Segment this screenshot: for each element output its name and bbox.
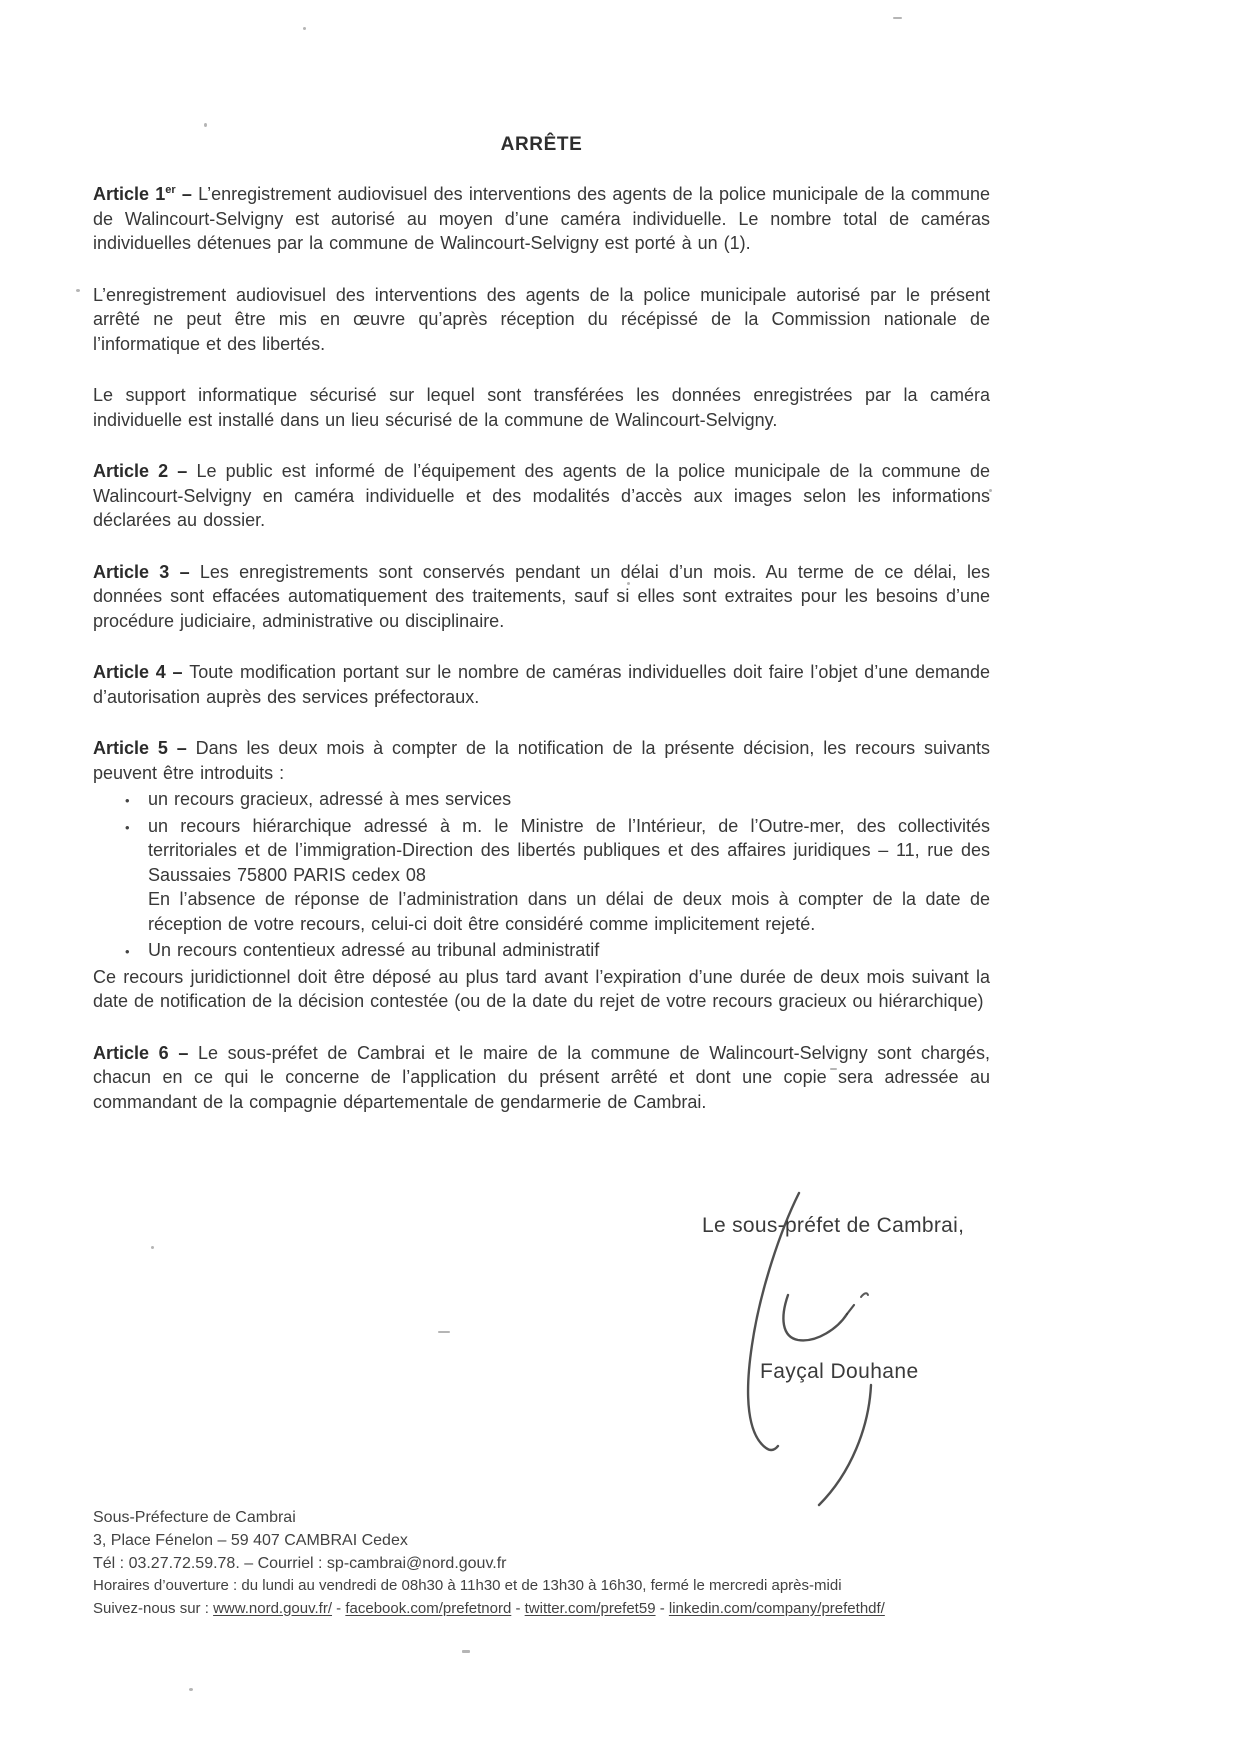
bullet-icon: • — [125, 819, 130, 835]
list-item-text: un recours gracieux, adressé à mes services — [148, 789, 512, 809]
twitter-link[interactable]: twitter.com/prefet59 — [524, 1599, 656, 1617]
article-1-paragraph — [93, 182, 990, 256]
paragraph-3: Le support informatique sécurisé sur lequel sont transférées les données enregistrées par la caméra individuelle est installé dans un lieu sécurisé de la commune de Walincourt-Selvigny. — [93, 385, 990, 430]
article-4-label — [93, 662, 189, 682]
bullet-icon: • — [125, 793, 130, 808]
article-5-label — [93, 738, 196, 758]
article-1-ordinal: er — [165, 184, 176, 196]
article-1-text: L’enregistrement audiovisuel des interventions des agents de la police municipale de la commune de Walincourt-Selvigny est autorisé au moyen d’une caméra individuelle. Le nombre total de caméras individuelles détenues par la commune de Walincourt-Selvigny est porté à un (1). — [93, 184, 990, 253]
page-title: ARRÊTE — [500, 134, 583, 155]
linkedin-link[interactable]: linkedin.com/company/prefethdf/ — [668, 1599, 885, 1617]
handwritten-signature — [675, 1185, 955, 1525]
article-6-label-text: Article 6 — [93, 1042, 169, 1063]
article-1-label-text: Article 1 — [93, 184, 166, 204]
footer-social — [93, 1598, 885, 1621]
list-item-text: Un recours contentieux adressé au tribunal administratif — [148, 940, 600, 960]
article-3-text: Les enregistrements sont conservés pendant un délai d’un mois. Au terme de ce délai, les données sont effacées automatiquement des traitements, sauf si elles sont extraites pour les besoins d’une procédure judiciaire, administrative ou disciplinaire. — [93, 561, 990, 631]
paragraph-2: L’enregistrement audiovisuel des interventions des agents de la police municipale autorisé par le présent arrêté ne peut être mis en œuvre qu’après réception du récépissé de la Commission nationale de l’informatique et des libertés. — [93, 284, 990, 354]
article-2-dash: – — [168, 461, 197, 481]
article-6-paragraph — [93, 1041, 990, 1115]
article-3-label — [93, 562, 200, 582]
website-link[interactable]: www.nord.gouv.fr/ — [213, 1599, 333, 1617]
scan-speckle — [438, 1331, 450, 1333]
facebook-link[interactable]: facebook.com/prefetnord — [345, 1599, 512, 1617]
article-1-label — [93, 184, 198, 204]
page-footer — [93, 1506, 885, 1620]
scan-speckle — [462, 1650, 470, 1653]
article-5-label-text: Article 5 — [93, 738, 168, 758]
list-item — [125, 938, 990, 965]
article-2-paragraph — [93, 459, 990, 533]
scan-speckle — [830, 1068, 837, 1070]
article-5-text: Dans les deux mois à compter de la notification de la présente décision, les recours suivants peuvent être introduits : — [93, 738, 990, 783]
recours-list-continued — [125, 938, 990, 965]
list-item — [125, 814, 990, 888]
list-item-text: un recours hiérarchique adressé à m. le Ministre de l’Intérieur, de l’Outre-mer, des collectivités territoriales et de l’immigration-Direction des libertés publiques et des affaires juridiques – 11, rue des Saussaies 75800 PARIS cedex 08 — [148, 815, 990, 885]
article-2-label — [93, 461, 196, 481]
article-6-label — [93, 1043, 198, 1063]
scan-speckle — [303, 27, 306, 30]
article-5-closing: Ce recours juridictionnel doit être déposé au plus tard avant l’expiration d’une durée de deux mois suivant la date de notification de la décision contestée (ou de la date du rejet de votre recours gracieux ou hiérarchique) — [93, 966, 990, 1011]
list-item — [125, 787, 990, 814]
link-separator: - — [655, 1599, 669, 1617]
article-5-paragraph — [93, 736, 990, 785]
footer-follow-prefix: Suivez-nous sur : — [93, 1599, 214, 1617]
bullet-icon: • — [125, 944, 130, 959]
article-6-dash: – — [168, 1042, 198, 1063]
link-separator: - — [511, 1599, 525, 1617]
footer-hours: Horaires d’ouverture : du lundi au vendredi de 08h30 à 11h30 et de 13h30 à 16h30, fermé le mercredi après-midi — [93, 1577, 842, 1594]
footer-office: Sous-Préfecture de Cambrai — [93, 1509, 296, 1526]
article-4-label-text: Article 4 — [93, 662, 166, 682]
article-5-note: En l’absence de réponse de l’administration dans un délai de deux mois à compter de la date de réception de votre recours, celui-ci doit être considéré comme implicitement rejeté. — [148, 889, 990, 934]
article-2-text: Le public est informé de l’équipement des agents de la police municipale de la commune de Walincourt-Selvigny en caméra individuelle et des modalités d’accès aux images selon les informations déclarées au dossier. — [93, 461, 990, 530]
scan-speckle — [204, 123, 207, 127]
article-3-label-text: Article 3 — [93, 561, 170, 582]
footer-contact: Tél : 03.27.72.59.78. – Courriel : sp-cambrai@nord.gouv.fr — [93, 1555, 507, 1572]
article-3-paragraph — [93, 560, 990, 634]
scan-speckle — [76, 289, 80, 292]
article-4-paragraph — [93, 660, 990, 709]
article-5-dash: – — [167, 738, 196, 758]
signatory-role: Le sous-préfet de Cambrai, — [702, 1214, 965, 1237]
link-separator: - — [332, 1599, 346, 1617]
article-3-dash: – — [169, 561, 200, 582]
scan-speckle — [189, 1688, 193, 1691]
scan-speckle — [627, 582, 630, 585]
scan-speckle — [893, 17, 902, 19]
signatory-name: Fayçal Douhane — [760, 1360, 919, 1383]
article-6-text: Le sous-préfet de Cambrai et le maire de la commune de Walincourt-Selvigny sont chargés, chacun en ce qui le concerne de l’application du présent arrêté et dont une copie sera adressée au commandant de la compagnie départementale de gendarmerie de Cambrai. — [93, 1042, 990, 1112]
footer-address: 3, Place Fénelon – 59 407 CAMBRAI Cedex — [93, 1532, 408, 1549]
article-2-label-text: Article 2 — [93, 461, 169, 481]
scan-speckle — [151, 1246, 154, 1249]
article-1-dash: – — [175, 184, 199, 204]
recours-list — [125, 787, 990, 887]
scan-speckle — [989, 489, 992, 492]
article-4-dash: – — [165, 662, 190, 682]
article-4-text: Toute modification portant sur le nombre de caméras individuelles doit faire l’objet d’une demande d’autorisation auprès des services préfectoraux. — [93, 662, 990, 707]
document-body — [93, 0, 990, 1141]
